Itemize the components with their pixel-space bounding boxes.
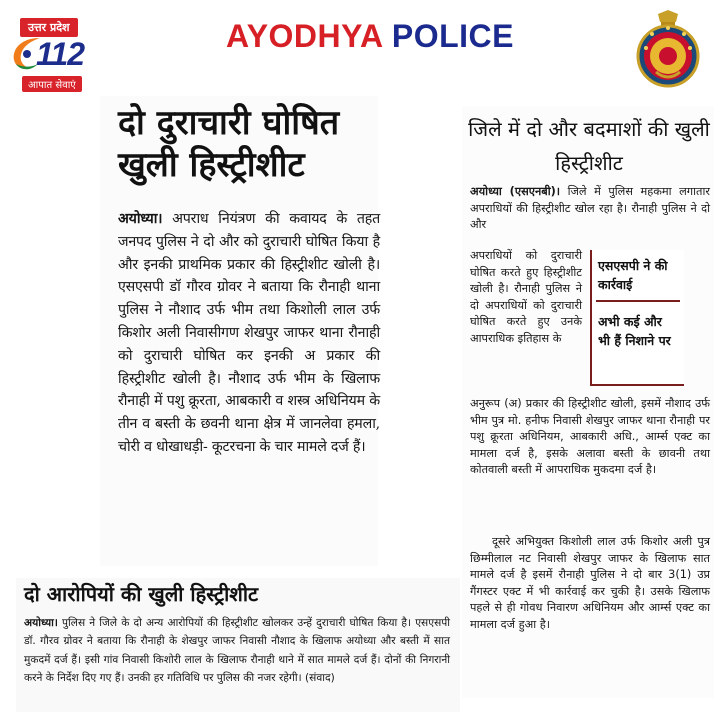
- title-ayodhya: AYODHYA: [226, 18, 383, 54]
- clipping-right-headline: जिले में दो और बदमाशों की खुली हिस्ट्रीशीट: [468, 117, 710, 175]
- clipping-left-body: [118, 208, 380, 459]
- logo-112-number: 112: [36, 36, 85, 72]
- clipping-bottom-dateline: अयोध्या।: [24, 617, 58, 629]
- callout-line1: एसएसपी ने की कार्रवाई: [598, 258, 668, 292]
- clipping-right-para1-end: अनुरूप (अ) प्रकार की हिस्ट्रीशीट खोली, इसमें नौशाद उर्फ भीम पुत्र मो. हनीफ निवासी शेखपुर जाफर थाना रौनाही पर पशु क्रूरता अधिनियम, आबकारी अधि., आर्म्स एक्ट का मामला दर्ज है, इसके अलावा बस्ती के छावनी तथा कोतवाली बस्ती में आपराधिक मुकदमा दर्ज है।: [470, 397, 710, 476]
- clipping-right-dateline: अयोध्या (एसएनबी)।: [470, 185, 561, 198]
- title-police: POLICE: [391, 18, 514, 54]
- up-police-emblem-icon: [628, 8, 708, 94]
- clipping-left-text: अपराध नियंत्रण की कवायद के तहत जनपद पुलिस ने दो और को दुराचारी घोषित किया है और इनकी प्राथमिक प्रकार की हिस्ट्रीशीट खोली है। एसएसपी डॉ गौरव ग्रोवर ने बताया कि रौनाही थाना पुलिस ने नौशाद उर्फ भीम तथा किशोली लाल उर्फ किशोर अली निवासीगण शेखपुर जाफर थाना रौनाही को दुराचारी घोषित कर इनकी अ प्रकार की हिस्ट्रीशीट खोली है। नौशाद उर्फ भीम के खिलाफ रौनाही में पशु क्रूरता, आबकारी व शस्त्र अधिनियम के तीन व बस्ती के छवनी थाना क्षेत्र में जानलेवा हमला, चोरी व धोखाधड़ी- कूटरचना के चार मामले दर्ज हैं।: [118, 211, 380, 455]
- clipping-right-para1-start: जिले में पुलिस महकमा लगातार अपराधियों की हिस्ट्रीशीट खोल रहा है। रौनाही पुलिस ने दो और: [470, 185, 711, 231]
- logo-state-label: उत्तर प्रदेश: [20, 18, 78, 37]
- logo-service-label: आपात सेवाएं: [22, 76, 82, 92]
- clipping-right-para1: [470, 184, 710, 234]
- callout-divider: [596, 300, 680, 302]
- page-title: [160, 18, 580, 55]
- clipping-bottom-body: [24, 614, 450, 688]
- clipping-left-headline: दो दुराचारी घोषित खुली हिस्ट्रीशीट: [118, 103, 340, 185]
- clipping-right-para1-narrow: अपराधियों को दुराचारी घोषित करते हुए हिस्ट्रीशीट खोली है। रौनाही पुलिस ने दो अपराधियों को दुराचारी घोषित करते हुए उनके आपराधिक इतिहास के: [470, 249, 582, 345]
- clipping-bottom-text: पुलिस ने जिले के दो अन्य आरोपियों की हिस्ट्रीशीट खोलकर उन्हें दुराचारी घोषित किया है। एसएसपी डॉ. गौरव ग्रोवर ने बताया कि रौनाही के शेखपुर जाफर निवासी नौशाद के खिलाफ अयोध्या और बस्ती में सात मुकदमें दर्ज हैं। इसी गांव निवासी किशोरी लाल के खिलाफ रौनाही थाने में सात मामले दर्ज हैं। दोनों की निगरानी करने के निर्देश दिए गए हैं। उनकी हर गतिविधि पर पुलिस की नजर रहेगी। (संवाद): [24, 617, 450, 685]
- clipping-right-para2: दूसरे अभियुक्त किशोली लाल उर्फ किशोर अली पुत्र छिम्मीलाल नट निवासी शेखपुर जाफर के खिलाफ सात मामले दर्ज है इसमें रौनाही पुलिस ने दो बार 3(1) उप्र गैंगस्टर एक्ट में भी कार्रवाई कर चुकी है। उसके खिलाफ पहले से ही गोवध निवारण अधिनियम और आर्म्स एक्ट का मामला दर्ज हुआ है।: [470, 535, 710, 631]
- clipping-left-dateline: अयोध्या।: [118, 211, 163, 227]
- callout-line2: अभी कई और भी हैं निशाने पर: [598, 314, 671, 348]
- clipping-bottom-headline: दो आरोपियों की खुली हिस्ट्रीशीट: [24, 582, 259, 606]
